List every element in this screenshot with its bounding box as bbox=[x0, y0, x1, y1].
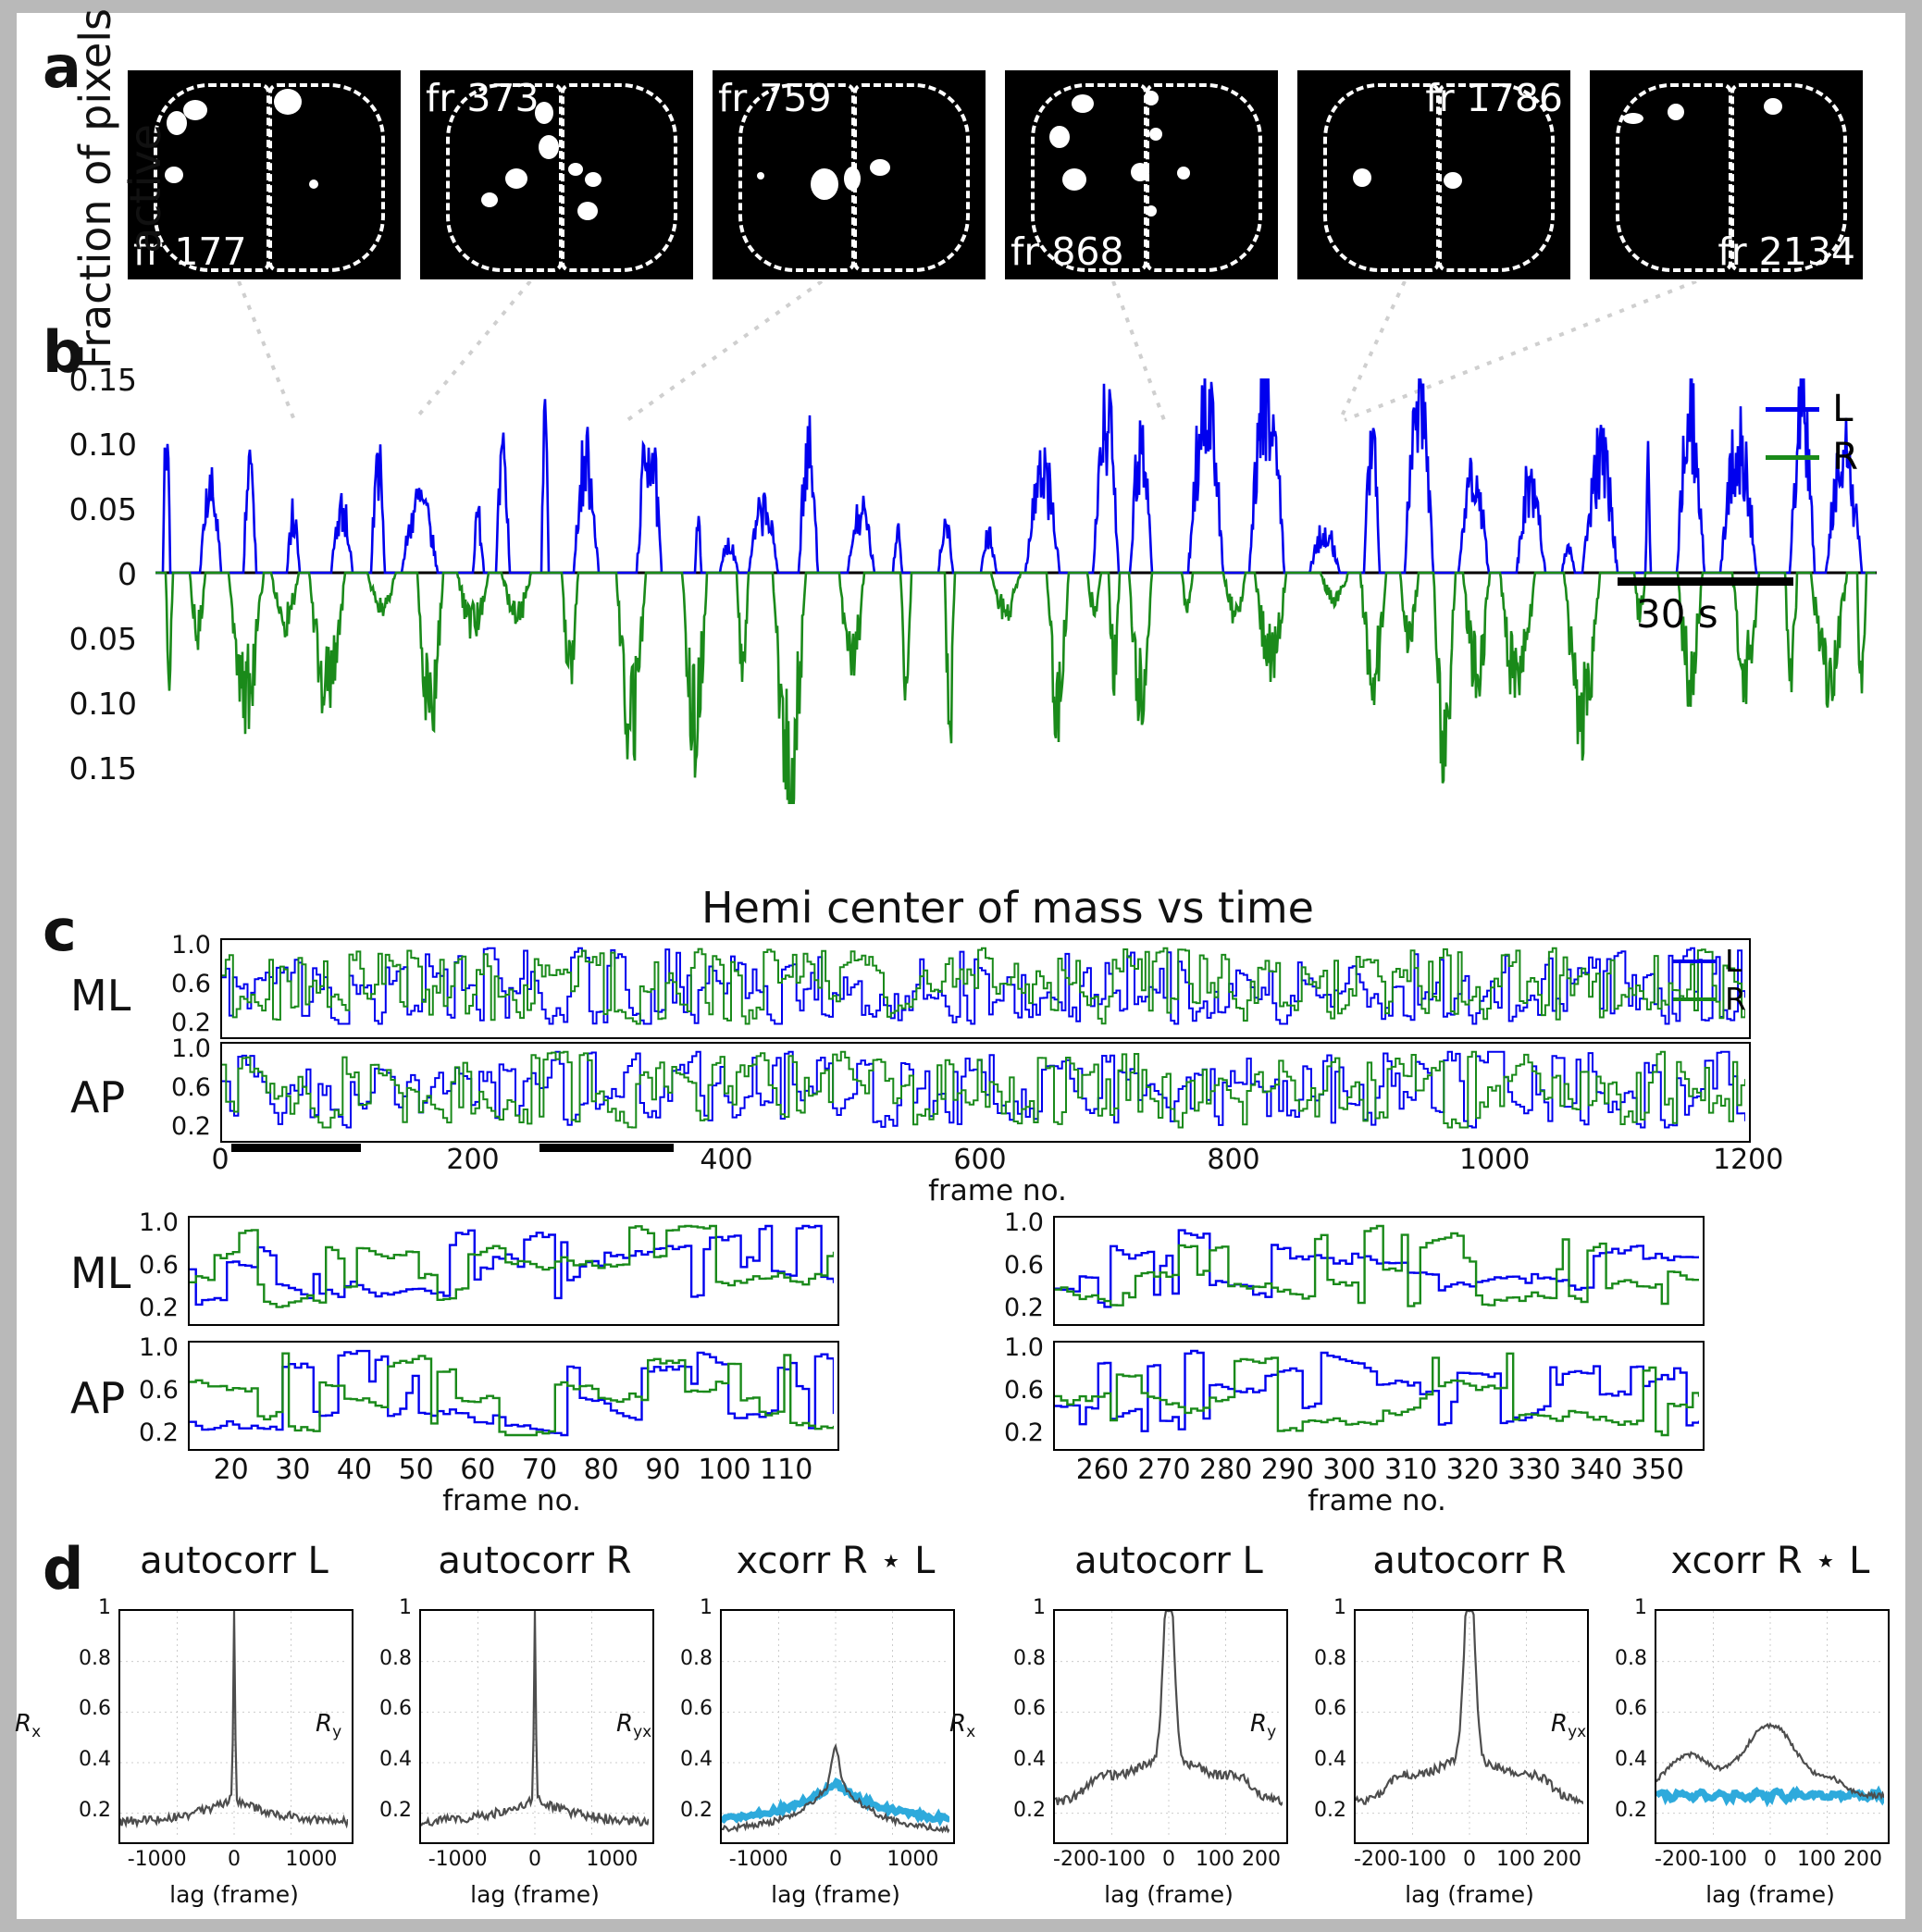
xtick: 110 bbox=[760, 1454, 813, 1486]
yaxis-label: $R_{yx}$ bbox=[616, 1710, 652, 1742]
active-blob bbox=[1072, 94, 1094, 113]
xtick: -100 bbox=[1099, 1848, 1146, 1871]
active-blob bbox=[1177, 167, 1190, 180]
xtick: 40 bbox=[336, 1454, 373, 1486]
ytick: 0.4 bbox=[680, 1748, 713, 1771]
ytick: 1.0 bbox=[1004, 1208, 1044, 1237]
frame-caption: fr 1786 bbox=[1425, 76, 1563, 120]
active-blob bbox=[1049, 126, 1070, 148]
panel-d bbox=[17, 1530, 1905, 1919]
xtick: 300 bbox=[1322, 1454, 1376, 1486]
ytick: 0.6 bbox=[1013, 1697, 1046, 1721]
xtick: 20 bbox=[213, 1454, 249, 1486]
hemisphere-left-outline bbox=[1323, 83, 1440, 272]
chart-title: autocorr L bbox=[140, 1540, 329, 1582]
yaxis-label: $R_x$ bbox=[949, 1710, 976, 1742]
selection-bar-1 bbox=[231, 1144, 361, 1152]
active-blob bbox=[274, 89, 302, 115]
xtick: -1000 bbox=[127, 1848, 187, 1871]
ytick: 0.10 bbox=[68, 427, 137, 463]
chart-ml-overview bbox=[220, 938, 1751, 1039]
chart-ap-zoom-left bbox=[188, 1341, 839, 1451]
chart-ml-zoom-right bbox=[1053, 1216, 1705, 1326]
ytick: 1 bbox=[1033, 1596, 1046, 1619]
active-blob bbox=[1623, 113, 1643, 124]
xaxis-label: frame no. bbox=[1308, 1484, 1446, 1517]
legend-item-L: L bbox=[1673, 943, 1746, 979]
ytick: 0.6 bbox=[171, 970, 211, 998]
active-blob bbox=[811, 168, 838, 200]
row-label-ML-zoom: ML bbox=[70, 1248, 131, 1298]
active-blob bbox=[481, 192, 498, 207]
figure-sheet bbox=[15, 7, 1905, 1919]
chart-ap-overview bbox=[220, 1042, 1751, 1143]
active-blob bbox=[1144, 91, 1159, 105]
legend-item-R: R bbox=[1673, 981, 1746, 1017]
active-blob bbox=[844, 167, 861, 191]
ytick: 0.2 bbox=[139, 1418, 179, 1447]
chart-title: xcorr R ⋆ L bbox=[1670, 1540, 1870, 1582]
active-blob bbox=[1131, 163, 1149, 181]
legend-item-R: R bbox=[1766, 436, 1858, 478]
ytick: 0.6 bbox=[139, 1251, 179, 1280]
xtick: 320 bbox=[1445, 1454, 1499, 1486]
ytick: 1 bbox=[1634, 1596, 1647, 1619]
ytick: 1.0 bbox=[171, 931, 211, 960]
chart-title: autocorr R bbox=[438, 1540, 632, 1582]
scalebar bbox=[1618, 577, 1793, 586]
xaxis-label: lag (frame) bbox=[771, 1881, 900, 1908]
active-blob bbox=[568, 163, 583, 176]
frame-caption: fr 868 bbox=[1011, 229, 1124, 274]
xtick: 1000 bbox=[1459, 1144, 1531, 1176]
xtick: 50 bbox=[398, 1454, 434, 1486]
panel-label-a: a bbox=[43, 33, 81, 101]
ytick: 1 bbox=[1333, 1596, 1346, 1619]
panel-a-frames bbox=[128, 70, 1867, 283]
active-blob bbox=[1668, 104, 1684, 120]
xtick: 0 bbox=[1463, 1848, 1476, 1871]
xaxis-label: lag (frame) bbox=[1705, 1881, 1835, 1908]
ytick: 0.05 bbox=[68, 491, 137, 527]
xtick: -200 bbox=[1053, 1848, 1099, 1871]
xtick: 80 bbox=[583, 1454, 619, 1486]
hemisphere-right-outline bbox=[853, 83, 970, 272]
ytick: 0.2 bbox=[1314, 1798, 1346, 1822]
xtick: 290 bbox=[1260, 1454, 1314, 1486]
xtick: 600 bbox=[953, 1144, 1007, 1176]
xtick: 200 bbox=[1543, 1848, 1581, 1871]
xtick: -100 bbox=[1701, 1848, 1747, 1871]
xtick: 90 bbox=[645, 1454, 681, 1486]
ytick: 0.8 bbox=[379, 1646, 412, 1670]
hemisphere-right-outline bbox=[561, 83, 677, 272]
brain-frame-868 bbox=[1005, 70, 1278, 279]
brain-frame-373 bbox=[420, 70, 693, 279]
xtick: 350 bbox=[1631, 1454, 1684, 1486]
panel-label-b: b bbox=[43, 318, 84, 386]
xtick: -100 bbox=[1400, 1848, 1446, 1871]
legend-swatch-R bbox=[1673, 997, 1716, 1001]
ytick: 0.2 bbox=[79, 1798, 111, 1822]
row-label-AP-zoom: AP bbox=[70, 1373, 126, 1423]
ytick: 0.6 bbox=[139, 1376, 179, 1405]
ytick: 0.6 bbox=[1004, 1376, 1044, 1405]
chart-xcorr-r-l-5 bbox=[1655, 1609, 1890, 1844]
ytick: 1.0 bbox=[139, 1208, 179, 1237]
chart-title: xcorr R ⋆ L bbox=[736, 1540, 936, 1582]
panel-b-plot bbox=[68, 362, 1877, 850]
ytick: 1 bbox=[700, 1596, 713, 1619]
ytick: 0.8 bbox=[680, 1646, 713, 1670]
xaxis-label: frame no. bbox=[928, 1174, 1067, 1208]
xtick: 60 bbox=[460, 1454, 496, 1486]
xtick: 800 bbox=[1207, 1144, 1260, 1176]
ytick: 0.8 bbox=[79, 1646, 111, 1670]
scalebar-label: 30 s bbox=[1636, 591, 1718, 637]
xtick: -200 bbox=[1354, 1848, 1400, 1871]
active-blob bbox=[757, 172, 764, 180]
chart-ml-zoom-left bbox=[188, 1216, 839, 1326]
yaxis-label: $R_y$ bbox=[316, 1710, 342, 1742]
active-blob bbox=[309, 180, 318, 189]
active-blob bbox=[577, 202, 598, 220]
xaxis-label: lag (frame) bbox=[1405, 1881, 1534, 1908]
chart-ap-zoom-right bbox=[1053, 1341, 1705, 1451]
hemisphere-right-outline bbox=[1146, 83, 1262, 272]
ytick: 0.2 bbox=[171, 1009, 211, 1037]
xaxis-label: lag (frame) bbox=[169, 1881, 299, 1908]
xtick: 100 bbox=[1797, 1848, 1836, 1871]
active-blob bbox=[1062, 168, 1086, 191]
active-blob bbox=[1149, 128, 1162, 141]
panel-c-title: Hemi center of mass vs time bbox=[701, 883, 1314, 933]
ytick: 0.8 bbox=[1615, 1646, 1647, 1670]
panel-c-legend bbox=[1673, 943, 1746, 1019]
panel-label-d: d bbox=[43, 1535, 84, 1603]
ytick: 1.0 bbox=[171, 1034, 211, 1063]
xtick: 70 bbox=[521, 1454, 558, 1486]
xaxis-label: lag (frame) bbox=[1104, 1881, 1234, 1908]
xtick: 330 bbox=[1507, 1454, 1561, 1486]
active-blob bbox=[870, 159, 890, 176]
selection-bar-2 bbox=[539, 1144, 674, 1152]
ytick: 0.15 bbox=[68, 750, 137, 786]
ytick: 0.10 bbox=[68, 686, 137, 722]
xtick: 1000 bbox=[586, 1848, 639, 1871]
ytick: 0.6 bbox=[79, 1697, 111, 1721]
yaxis-label: $R_{yx}$ bbox=[1551, 1710, 1587, 1742]
xtick: 0 bbox=[528, 1848, 541, 1871]
xtick: 0 bbox=[211, 1144, 229, 1176]
panel-b-traces bbox=[155, 378, 1877, 804]
xtick: 1000 bbox=[285, 1848, 338, 1871]
xtick: -1000 bbox=[428, 1848, 488, 1871]
frame-caption: fr 177 bbox=[133, 229, 247, 274]
xtick: 260 bbox=[1075, 1454, 1129, 1486]
ytick: 0.05 bbox=[68, 621, 137, 657]
legend-item-L: L bbox=[1766, 388, 1858, 430]
ytick: 0.4 bbox=[1615, 1748, 1647, 1771]
active-blob bbox=[1146, 205, 1157, 217]
ytick: 0.2 bbox=[1004, 1418, 1044, 1447]
frame-caption: fr 373 bbox=[426, 76, 539, 120]
legend-swatch-L bbox=[1673, 960, 1716, 963]
xtick: 280 bbox=[1199, 1454, 1253, 1486]
ytick: 0.6 bbox=[379, 1697, 412, 1721]
xtick: 400 bbox=[700, 1144, 753, 1176]
frame-caption: fr 759 bbox=[718, 76, 832, 120]
xtick: -1000 bbox=[728, 1848, 788, 1871]
ytick: 0.4 bbox=[379, 1748, 412, 1771]
xtick: 100 bbox=[698, 1454, 751, 1486]
ytick: 0.2 bbox=[379, 1798, 412, 1822]
ytick: 0.4 bbox=[1314, 1748, 1346, 1771]
ytick: 1.0 bbox=[139, 1333, 179, 1362]
xtick: 100 bbox=[1196, 1848, 1234, 1871]
legend-swatch-R bbox=[1766, 455, 1819, 460]
ytick: 0.2 bbox=[139, 1294, 179, 1322]
xtick: 0 bbox=[228, 1848, 241, 1871]
panel-b-ylabel: Fraction of pixels active bbox=[70, 7, 170, 370]
xtick: 340 bbox=[1569, 1454, 1623, 1486]
active-blob bbox=[1353, 168, 1371, 187]
ytick: 0.8 bbox=[1013, 1646, 1046, 1670]
legend-swatch-L bbox=[1766, 407, 1819, 412]
ytick: 0.6 bbox=[680, 1697, 713, 1721]
ytick: 0 bbox=[118, 556, 137, 592]
ytick: 0.8 bbox=[1314, 1646, 1346, 1670]
ytick: 0.2 bbox=[680, 1798, 713, 1822]
active-blob bbox=[585, 172, 601, 187]
chart-xcorr-r-l-2 bbox=[720, 1609, 955, 1844]
xtick: 100 bbox=[1496, 1848, 1535, 1871]
ytick: 1 bbox=[98, 1596, 111, 1619]
xtick: 200 bbox=[1843, 1848, 1882, 1871]
row-label-ML: ML bbox=[70, 971, 131, 1021]
frame-caption: fr 2134 bbox=[1717, 229, 1855, 274]
xtick: -200 bbox=[1655, 1848, 1701, 1871]
yaxis-label: $R_y$ bbox=[1250, 1710, 1277, 1742]
ytick: 0.2 bbox=[171, 1112, 211, 1141]
active-blob bbox=[539, 135, 559, 159]
xaxis-label: frame no. bbox=[442, 1484, 581, 1517]
brain-frame-759 bbox=[713, 70, 986, 279]
xtick: 270 bbox=[1137, 1454, 1191, 1486]
xaxis-label: lag (frame) bbox=[470, 1881, 600, 1908]
ytick: 0.6 bbox=[171, 1073, 211, 1102]
ytick: 0.2 bbox=[1013, 1798, 1046, 1822]
ytick: 0.4 bbox=[79, 1748, 111, 1771]
brain-frame-2134 bbox=[1590, 70, 1863, 279]
brain-frame-1786 bbox=[1297, 70, 1570, 279]
xtick: 200 bbox=[446, 1144, 500, 1176]
ytick: 0.2 bbox=[1004, 1294, 1044, 1322]
active-blob bbox=[505, 168, 527, 189]
yaxis-label: $R_x$ bbox=[15, 1710, 42, 1742]
xtick: 200 bbox=[1242, 1848, 1281, 1871]
xtick: 30 bbox=[275, 1454, 311, 1486]
xtick: 310 bbox=[1384, 1454, 1438, 1486]
xtick: 0 bbox=[829, 1848, 842, 1871]
ytick: 0.4 bbox=[1013, 1748, 1046, 1771]
chart-title: autocorr R bbox=[1372, 1540, 1567, 1582]
row-label-AP: AP bbox=[70, 1072, 126, 1122]
ytick: 0.15 bbox=[68, 362, 137, 398]
ytick: 0.2 bbox=[1615, 1798, 1647, 1822]
panel-b-legend bbox=[1766, 388, 1858, 484]
xtick: 1000 bbox=[887, 1848, 939, 1871]
xtick: 0 bbox=[1162, 1848, 1175, 1871]
active-blob bbox=[1764, 98, 1782, 115]
ytick: 1 bbox=[399, 1596, 412, 1619]
active-blob bbox=[1444, 172, 1462, 189]
chart-title: autocorr L bbox=[1074, 1540, 1263, 1582]
xtick: 1200 bbox=[1713, 1144, 1784, 1176]
xtick: 0 bbox=[1764, 1848, 1777, 1871]
panel-c bbox=[17, 883, 1905, 1517]
active-blob bbox=[183, 100, 207, 120]
ytick: 0.6 bbox=[1615, 1697, 1647, 1721]
panel-label-c: c bbox=[43, 897, 77, 964]
ytick: 0.6 bbox=[1314, 1697, 1346, 1721]
ytick: 1.0 bbox=[1004, 1333, 1044, 1362]
ytick: 0.6 bbox=[1004, 1251, 1044, 1280]
